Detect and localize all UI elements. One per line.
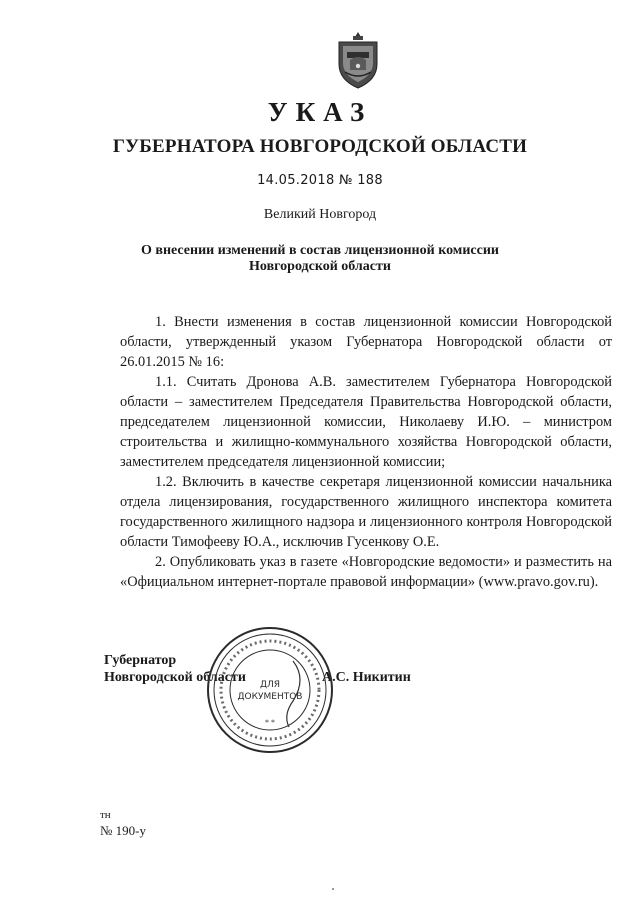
subject-line: О внесении изменений в состав лицензионной комиссии <box>141 243 499 258</box>
position-line: Новгородской области <box>104 670 246 685</box>
issuer-title: ГУБЕРНАТОРА НОВГОРОДСКОЙ ОБЛАСТИ <box>112 136 528 157</box>
position-line: Губернатор <box>104 653 177 668</box>
decree-subject <box>0 243 640 275</box>
seal-text-line: ДОКУМЕНТОВ <box>237 692 303 702</box>
subject-line: Новгородской области <box>249 259 391 274</box>
svg-text:* *: * * <box>265 718 275 727</box>
body-paragraph: 1. Внести изменения в состав лицензионной комиссии Новгородской области, утвержденный указом Губернатора Новгородской области от 26.01.2015 № 16: <box>120 314 612 370</box>
date-and-number: 14.05.2018 № 188 <box>257 173 383 188</box>
official-seal-icon <box>205 625 335 755</box>
city-name: Великий Новгород <box>263 207 377 222</box>
body-paragraph: 1.2. Включить в качестве секретаря лицензионной комиссии начальника отдела лицензирования, государственного жилищного инспектора комитета государственного жилищного надзора и лицензионного контроля Новгородской области Тимофееву Ю.А., исключив Гусенкову О.Е. <box>120 474 612 550</box>
signatory-name: А.С. Никитин <box>322 670 411 685</box>
seal-text-line: ДЛЯ <box>259 680 281 690</box>
registration-number: № 190-у <box>100 823 146 838</box>
body-paragraph: 2. Опубликовать указ в газете «Новгородские ведомости» и разместить на «Официальном интернет-портале правовой информации» (www.pravo.gov.ru). <box>120 554 612 590</box>
decree-body <box>120 312 612 592</box>
coat-of-arms-icon <box>333 30 383 90</box>
page-mark <box>332 888 334 890</box>
registration-footer <box>100 808 146 838</box>
executor-initials: тн <box>100 809 111 821</box>
body-paragraph: 1.1. Считать Дронова А.В. заместителем Губернатора Новгородской области – заместителем Председателя Правительства Новгородской области, председателем лицензионной комиссии, Николаеву И.Ю. – министром строительства и жилищно-коммунального хозяйства Новгородской области, заместителем председателя лицензионной комиссии; <box>120 374 612 470</box>
document-type-title: УКАЗ <box>267 97 373 127</box>
